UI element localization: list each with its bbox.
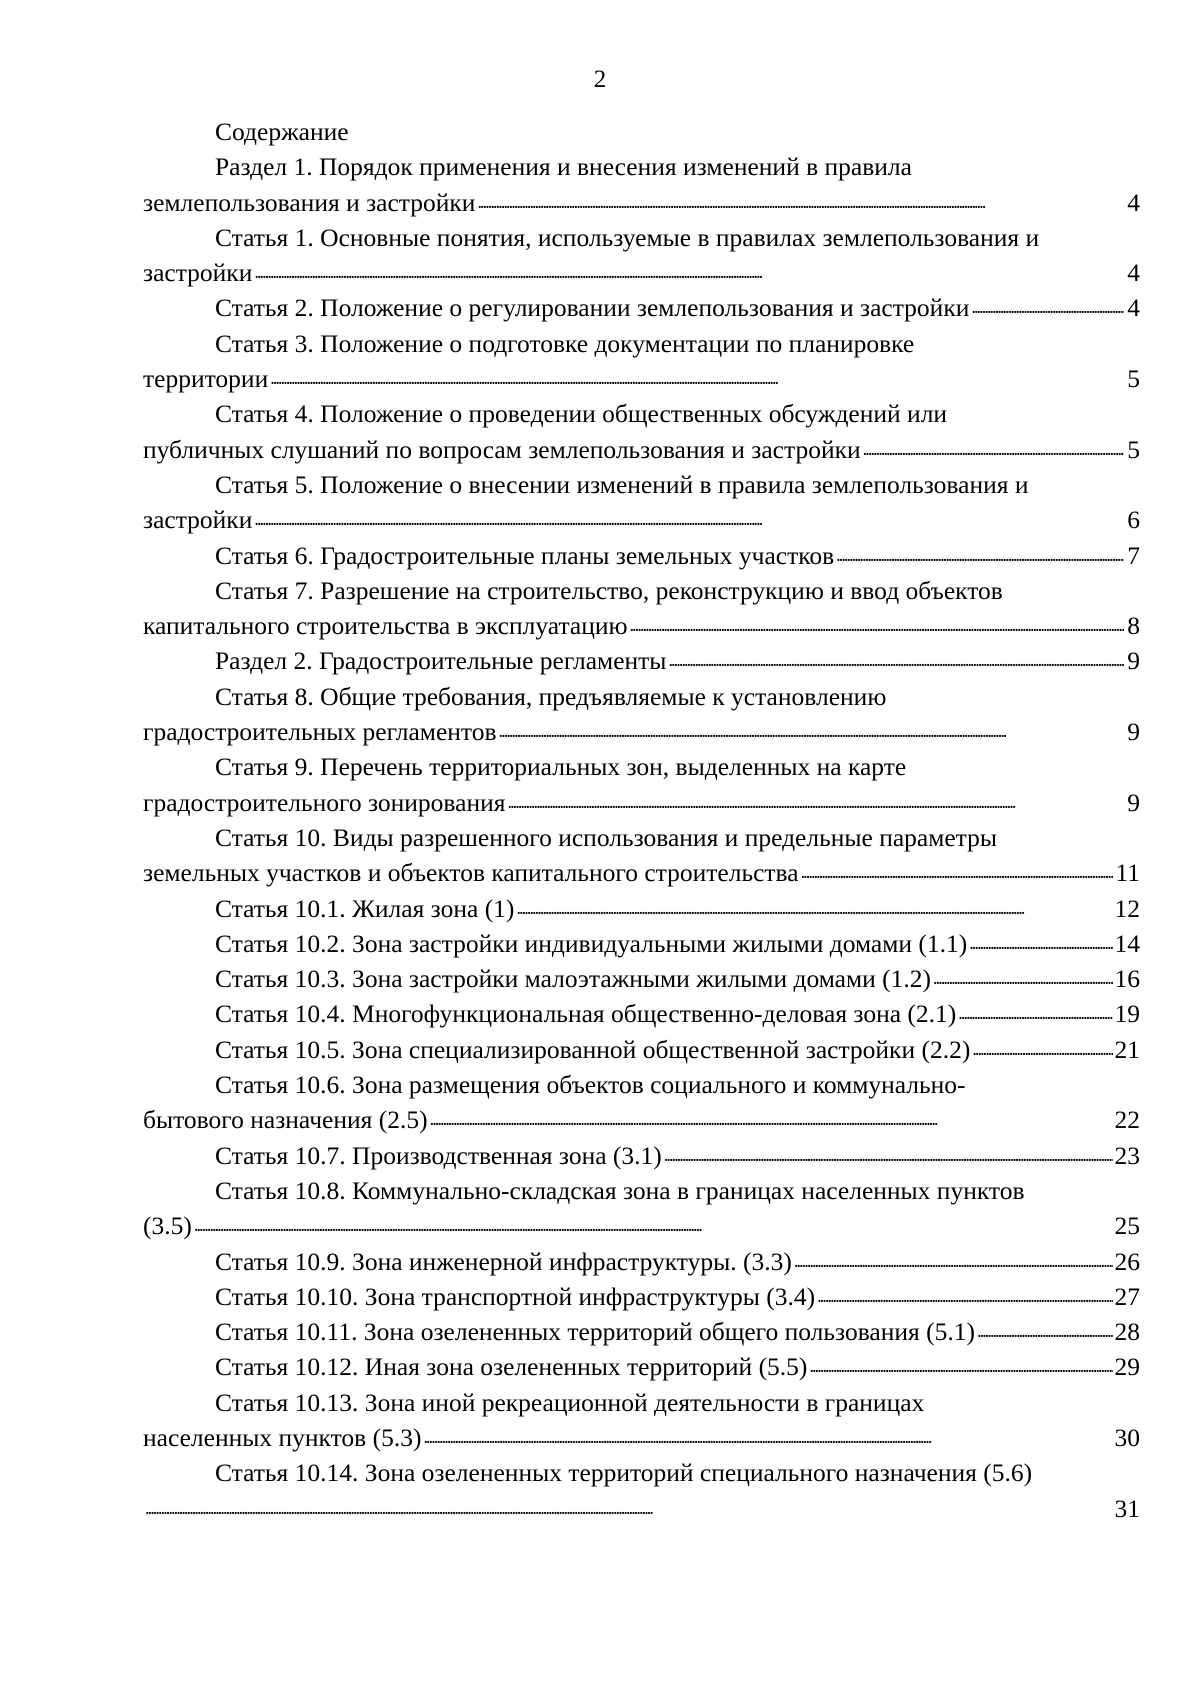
toc-page-number: 9: [1127, 787, 1140, 817]
toc-entry-title-continuation: застройки: [143, 505, 253, 535]
toc-page-number: 9: [1127, 717, 1140, 747]
toc-entry[interactable]: [143, 679, 1140, 750]
toc-entry[interactable]: [143, 538, 1140, 573]
dot-leader: [516, 891, 1112, 917]
toc-entry[interactable]: [143, 996, 1140, 1031]
toc-entry-line: [143, 432, 1140, 467]
toc-entry-title-continuation: градостроительных регламентов: [143, 717, 497, 747]
toc-page-number: 29: [1114, 1352, 1140, 1382]
toc-entry[interactable]: [143, 1032, 1140, 1067]
toc-entry-line: [143, 1208, 1140, 1243]
toc-entry-title: Статья 3. Положение о подготовке документации по планировке: [215, 328, 915, 358]
toc-entry[interactable]: [143, 1067, 1140, 1138]
dot-leader: [863, 432, 1124, 458]
toc-entry-line: [215, 1279, 1140, 1314]
toc-page-number: 28: [1114, 1317, 1140, 1347]
toc-entry[interactable]: [143, 961, 1140, 996]
toc-entry[interactable]: [143, 1349, 1140, 1384]
dot-leader: [817, 1279, 1112, 1305]
toc-entry-title: Статья 2. Положение о регулировании землепользования и застройки: [215, 293, 970, 323]
toc-page-number: 12: [1114, 893, 1140, 923]
toc-entry[interactable]: [143, 926, 1140, 961]
toc-entry-line: [215, 1032, 1140, 1067]
toc-entry-title: Статья 4. Положение о проведении общественных обсуждений или: [215, 399, 948, 429]
toc-page-number: 4: [1127, 293, 1140, 323]
toc-entry[interactable]: [143, 220, 1140, 291]
toc-entry-title: Статья 10.14. Зона озелененных территорий специального назначения (5.6): [215, 1458, 1033, 1488]
dot-leader: [254, 256, 1124, 282]
toc-entry-line: [215, 1138, 1140, 1173]
toc-page-number: 21: [1114, 1034, 1140, 1064]
toc-entry[interactable]: [143, 749, 1140, 820]
toc-entry-title: Статья 7. Разрешение на строительство, реконструкцию и ввод объектов: [215, 575, 1003, 605]
toc-entry[interactable]: [143, 1279, 1140, 1314]
toc-entry-title-continuation: территории: [143, 364, 269, 394]
toc-entry-title-continuation: бытового назначения (2.5): [143, 1105, 428, 1135]
dot-leader: [972, 1032, 1112, 1058]
toc-entry-title: Статья 10.8. Коммунально-складская зона в границах населенных пунктов: [215, 1175, 1025, 1205]
toc-entry[interactable]: [143, 467, 1140, 538]
toc-entry-title: Статья 10.9. Зона инженерной инфраструктуры. (3.3): [215, 1246, 792, 1276]
dot-leader: [254, 503, 1124, 529]
dot-leader: [477, 185, 1124, 211]
toc-page-number: 31: [1114, 1493, 1140, 1523]
toc-entry-title: Статья 5. Положение о внесении изменений в правила землепользования и: [215, 469, 1029, 499]
toc-entry[interactable]: [143, 396, 1140, 467]
dot-leader: [270, 362, 1124, 388]
toc-entry-title: Статья 10.13. Зона иной рекреационной деятельности в границах: [215, 1387, 925, 1417]
toc-entry[interactable]: [143, 1244, 1140, 1279]
toc-entry-title: Статья 10.5. Зона специализированной общественной застройки (2.2): [215, 1034, 971, 1064]
toc-page-number: 26: [1114, 1246, 1140, 1276]
dot-leader: [969, 926, 1112, 952]
toc-entry[interactable]: [143, 1455, 1140, 1526]
toc-entry-line: [143, 1102, 1140, 1137]
toc-entry-title: Статья 10.11. Зона озелененных территорий общего пользования (5.1): [215, 1317, 975, 1347]
dot-leader: [664, 1138, 1113, 1164]
toc-heading: Содержание: [215, 117, 349, 146]
toc-entry[interactable]: [143, 891, 1140, 926]
toc-entry-line: [215, 926, 1140, 961]
toc-entry-line: [215, 961, 1140, 996]
toc-page-number: 27: [1114, 1281, 1140, 1311]
toc-entry-line: [143, 1491, 1140, 1526]
toc-entry-line: [143, 785, 1140, 820]
dot-leader: [971, 291, 1124, 317]
toc-page-number: 22: [1114, 1105, 1140, 1135]
dot-leader: [801, 856, 1114, 882]
toc-page-number: 25: [1114, 1211, 1140, 1241]
toc-page-number: 14: [1114, 928, 1140, 958]
toc-page-number: 9: [1127, 646, 1140, 676]
toc-entry-title: Статья 10.7. Производственная зона (3.1): [215, 1140, 662, 1170]
toc-page-number: 5: [1127, 434, 1140, 464]
toc-entry[interactable]: [143, 1173, 1140, 1244]
dot-leader: [809, 1350, 1112, 1376]
table-of-contents: [143, 114, 1140, 1526]
toc-page-number: 30: [1114, 1422, 1140, 1452]
toc-entry-line: [143, 714, 1140, 749]
toc-entry[interactable]: [143, 1385, 1140, 1456]
toc-entry-title-continuation: градостроительного зонирования: [143, 787, 506, 817]
toc-entry-title: Статья 10.12. Иная зона озелененных территорий (5.5): [215, 1352, 808, 1382]
toc-entry[interactable]: [143, 1314, 1140, 1349]
toc-entry-line: [215, 1349, 1140, 1384]
toc-page-number: 4: [1127, 187, 1140, 217]
toc-entries: [143, 149, 1140, 1526]
toc-page-number: 5: [1127, 364, 1140, 394]
toc-entry-title: Статья 10.1. Жилая зона (1): [215, 893, 515, 923]
toc-entry-title: Статья 10. Виды разрешенного использования и предельные параметры: [215, 822, 998, 852]
toc-entry-title-continuation: землепользования и застройки: [143, 187, 476, 217]
toc-entry[interactable]: [143, 573, 1140, 644]
toc-entry-title: Статья 10.4. Многофункциональная общественно-деловая зона (2.1): [215, 999, 957, 1029]
toc-entry-title-continuation: земельных участков и объектов капитального строительства: [143, 858, 799, 888]
toc-entry-title: Статья 6. Градостроительные планы земельных участков: [215, 540, 835, 570]
toc-entry-line: [143, 1420, 1140, 1455]
dot-leader: [794, 1244, 1113, 1270]
toc-page-number: 8: [1127, 611, 1140, 641]
toc-entry[interactable]: [143, 820, 1140, 891]
toc-entry-title: Статья 10.6. Зона размещения объектов социального и коммунально-: [215, 1070, 966, 1100]
toc-entry-title: Статья 1. Основные понятия, используемые в правилах землепользования и: [215, 222, 1040, 252]
toc-entry-line: [143, 255, 1140, 290]
toc-entry-line: [215, 290, 1140, 325]
dot-leader: [630, 609, 1124, 635]
toc-entry[interactable]: [143, 149, 1140, 220]
dot-leader: [194, 1209, 1113, 1235]
toc-entry-line: [215, 643, 1140, 678]
dot-leader: [933, 962, 1112, 988]
dot-leader: [507, 785, 1124, 811]
toc-entry-title: Раздел 2. Градостроительные регламенты: [215, 646, 667, 676]
toc-page-number: 6: [1127, 505, 1140, 535]
dot-leader: [423, 1420, 1112, 1446]
toc-entry-line: [215, 538, 1140, 573]
toc-entry-title: Статья 10.10. Зона транспортной инфраструктуры (3.4): [215, 1281, 816, 1311]
toc-entry-line: [143, 608, 1140, 643]
toc-entry-line: [215, 891, 1140, 926]
toc-page-number: 4: [1127, 258, 1140, 288]
toc-entry[interactable]: [143, 1138, 1140, 1173]
toc-entry-title-continuation: населенных пунктов (5.3): [143, 1422, 422, 1452]
dot-leader: [958, 997, 1112, 1023]
toc-entry-title-continuation: капитального строительства в эксплуатацию: [143, 611, 628, 641]
toc-page-number: 7: [1127, 540, 1140, 570]
dot-leader: [836, 538, 1124, 564]
toc-entry-title: Статья 10.2. Зона застройки индивидуальными жилыми домами (1.1): [215, 928, 968, 958]
toc-entry-line: [215, 1244, 1140, 1279]
dot-leader: [430, 1103, 1113, 1129]
toc-entry-title: Статья 10.3. Зона застройки малоэтажными жилыми домами (1.2): [215, 964, 932, 994]
toc-page-number: 11: [1115, 858, 1140, 888]
dot-leader: [668, 644, 1124, 670]
toc-page-number: 16: [1114, 964, 1140, 994]
toc-entry[interactable]: [143, 326, 1140, 397]
toc-entry-line: [143, 361, 1140, 396]
toc-entry-title-continuation: публичных слушаний по вопросам землепользования и застройки: [143, 434, 861, 464]
toc-entry-title-continuation: застройки: [143, 258, 253, 288]
dot-leader: [145, 1491, 1113, 1517]
toc-entry-line: [143, 855, 1140, 890]
toc-entry[interactable]: [143, 643, 1140, 678]
dot-leader: [977, 1315, 1113, 1341]
toc-entry-title: Раздел 1. Порядок применения и внесения изменений в правила: [215, 152, 912, 182]
toc-page-number: 23: [1114, 1140, 1140, 1170]
toc-entry-line: [215, 1314, 1140, 1349]
toc-entry[interactable]: [143, 290, 1140, 325]
toc-entry-title-continuation: (3.5): [143, 1211, 192, 1241]
toc-entry-line: [143, 185, 1140, 220]
toc-entry-line: [215, 996, 1140, 1031]
toc-entry-line: [143, 502, 1140, 537]
page-number: 2: [593, 66, 607, 93]
toc-entry-title: Статья 8. Общие требования, предъявляемые к установлению: [215, 681, 887, 711]
toc-entry-title: Статья 9. Перечень территориальных зон, выделенных на карте: [215, 752, 907, 782]
toc-page-number: 19: [1114, 999, 1140, 1029]
dot-leader: [499, 715, 1124, 741]
